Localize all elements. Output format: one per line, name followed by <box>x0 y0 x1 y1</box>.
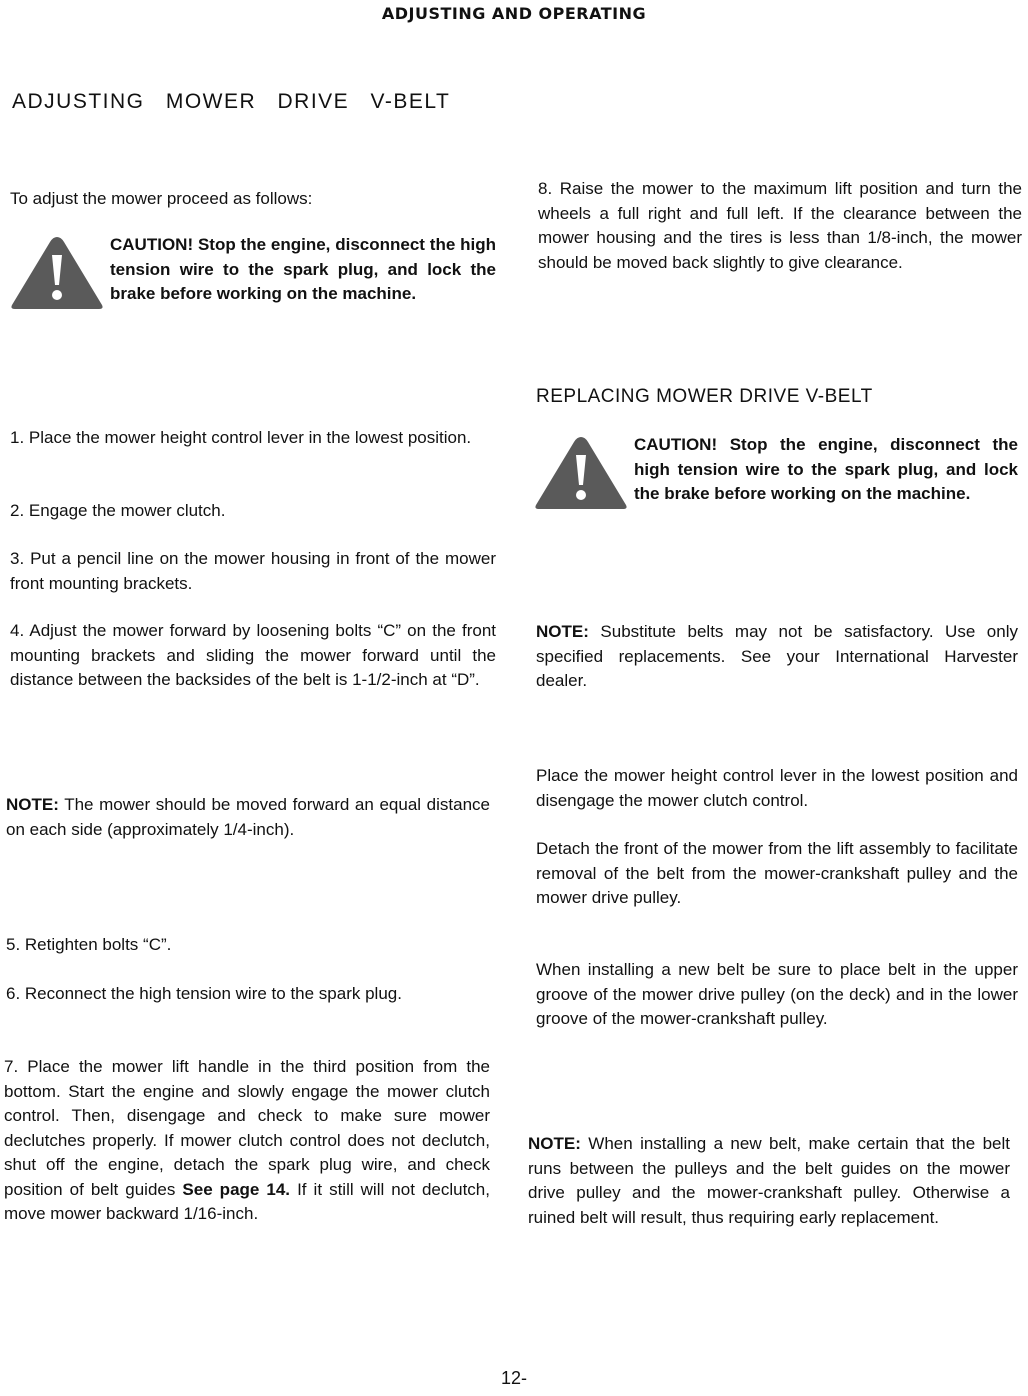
see-page-ref: See page 14. <box>182 1179 291 1199</box>
step-2: 2. Engage the mower clutch. <box>10 501 226 520</box>
caution-text: Stop the engine, disconnect the high tension wire to the spark plug, and lock the brake before working on the machine. <box>110 235 496 303</box>
caution-label: CAUTION! <box>634 435 718 454</box>
step-4: 4. Adjust the mower forward by loosening bolts “C” on the front mounting brackets and sliding the mower forward until the distance between the backsides of the belt is 1-1/2-inch at “D”. <box>10 621 496 689</box>
note-installing <box>528 1132 1010 1230</box>
instruction-2: Detach the front of the mower from the lift assembly to facilitate removal of the belt from the mower-crankshaft pulley and the mower drive pulley. <box>536 839 1018 907</box>
note-label: NOTE: <box>536 622 589 641</box>
warning-triangle-icon <box>534 435 628 519</box>
caution-label: CAUTION! <box>110 235 194 254</box>
section-title: ADJUSTING MOWER DRIVE V-BELT <box>12 90 451 113</box>
step-6: 6. Reconnect the high tension wire to the spark plug. <box>6 984 402 1003</box>
step-7-text: 7. Place the mower lift handle in the third position from the bottom. Start the engine and slowly engage the mower clutch control. Then, disengage and check to make sure mower declutches properly. If mower clutch control does not declutch, shut off the engine, detach the spark plug wire, and check position of belt guides <box>4 1057 490 1199</box>
replacing-title: REPLACING MOWER DRIVE V-BELT <box>536 386 873 407</box>
note-left <box>6 793 490 842</box>
note-label: NOTE: <box>6 795 59 814</box>
step-1: 1. Place the mower height control lever in the lowest position. <box>10 428 472 447</box>
intro-text: To adjust the mower proceed as follows: <box>10 189 313 208</box>
caution-block-left <box>10 233 496 319</box>
caution-block-right <box>534 433 1018 519</box>
page-header: ADJUSTING AND OPERATING <box>381 4 647 23</box>
warning-triangle-icon <box>10 235 104 319</box>
page-number: 12- <box>500 1368 527 1388</box>
caution-text: Stop the engine, disconnect the high tension wire to the spark plug, and lock the brake before working on the machine. <box>634 435 1018 503</box>
instruction-3: When installing a new belt be sure to place belt in the upper groove of the mower drive pulley (on the deck) and in the lower groove of the mower-crankshaft pulley. <box>536 960 1018 1028</box>
note-text: The mower should be moved forward an equal distance on each side (approximately 1/4-inch). <box>6 795 490 839</box>
step-7-end: If it still will not declutch, move mower backward 1/16-inch. <box>4 1179 490 1223</box>
note-text: When installing a new belt, make certain that the belt runs between the pulleys and the belt guides on the mower drive pulley and the mower-crankshaft pulley. Otherwise a ruined belt will result, thus requiring early replacement. <box>528 1134 1010 1227</box>
step-8: 8. Raise the mower to the maximum lift position and turn the wheels a full right and full left. If the clearance between the mower housing and the tires is less than 1/8-inch, the mower should be moved back slightly to give clearance. <box>538 179 1022 272</box>
step-3: 3. Put a pencil line on the mower housing in front of the mower front mounting brackets. <box>10 549 496 593</box>
step-7 <box>4 1055 490 1227</box>
note-substitute <box>536 620 1018 694</box>
note-text: Substitute belts may not be satisfactory. Use only specified replacements. See your International Harvester dealer. <box>536 622 1018 690</box>
instruction-1: Place the mower height control lever in the lowest position and disengage the mower clutch control. <box>536 766 1018 810</box>
step-5: 5. Retighten bolts “C”. <box>6 935 172 954</box>
note-label: NOTE: <box>528 1134 581 1153</box>
